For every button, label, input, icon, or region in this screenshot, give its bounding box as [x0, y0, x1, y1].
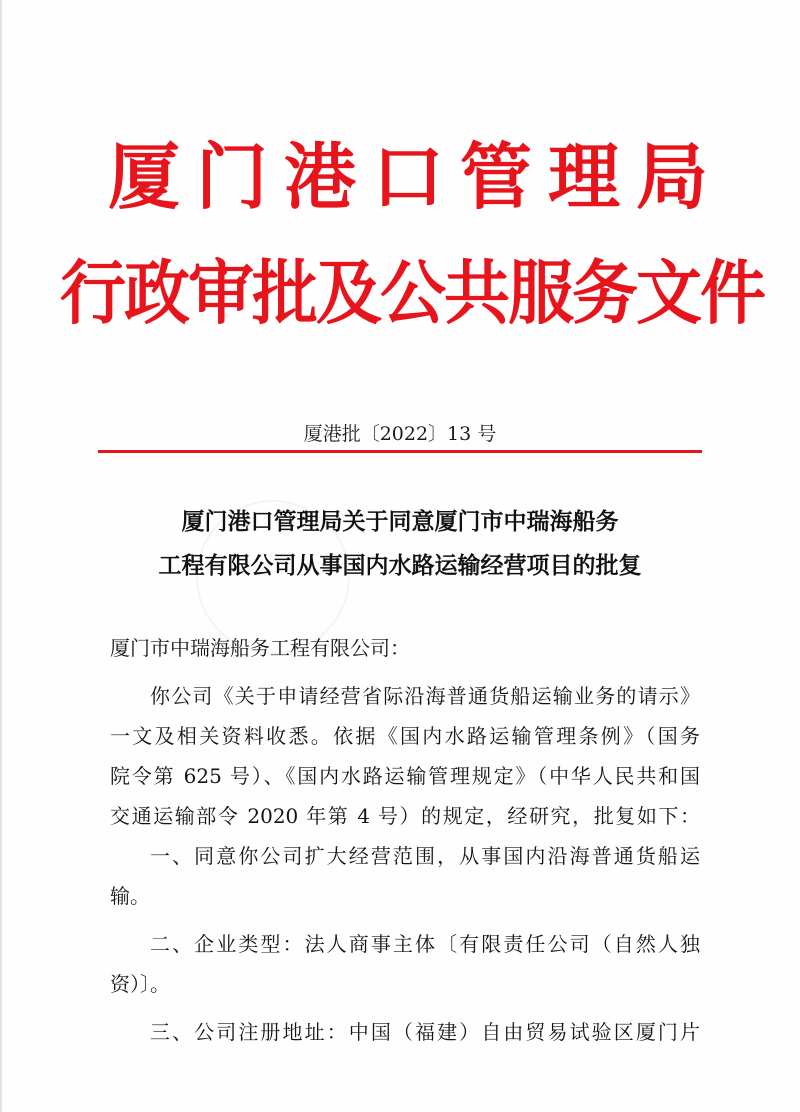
document-title — [60, 500, 740, 588]
item-2-line-2: 资）〕。 — [110, 972, 170, 996]
addressee: 厦门市中瑞海船务工程有限公司： — [110, 636, 410, 660]
item-2-line-1: 二、企业类型：法人商事主体〔有限责任公司（自然人独 — [150, 932, 700, 956]
paragraph-1-line-3: 院令第 625 号）、《国内水路运输管理规定》（中华人民共和国 — [110, 764, 700, 788]
paragraph-1-line-4: 交通运输部令 2020 年第 4 号）的规定，经研究，批复如下： — [110, 804, 700, 828]
red-separator-line — [98, 450, 702, 453]
paragraph-1-line-1: 你公司《关于申请经营省际沿海普通货船运输业务的请示》 — [150, 684, 700, 708]
issuing-authority-name: 厦门港口管理局 — [107, 134, 724, 219]
document-title-line-1: 厦门港口管理局关于同意厦门市中瑞海船务 — [181, 508, 619, 535]
document-type-heading: 行政审批及公共服务文件 — [60, 253, 764, 334]
document-body — [110, 628, 700, 1052]
item-1-line-2: 输。 — [110, 884, 150, 908]
item-3-line-1: 三、公司注册地址：中国（福建）自由贸易试验区厦门片 — [150, 1020, 700, 1044]
document-title-line-2: 工程有限公司从事国内水路运输经营项目的批复 — [158, 552, 642, 579]
document-number: 厦港批〔2022〕13 号 — [303, 423, 497, 445]
paragraph-1-line-2: 一文及相关资料收悉。依据《国内水路运输管理条例》（国务 — [110, 724, 700, 748]
item-1-line-1: 一、同意你公司扩大经营范围，从事国内沿海普通货船运 — [150, 844, 700, 868]
scan-edge — [0, 0, 3, 1112]
